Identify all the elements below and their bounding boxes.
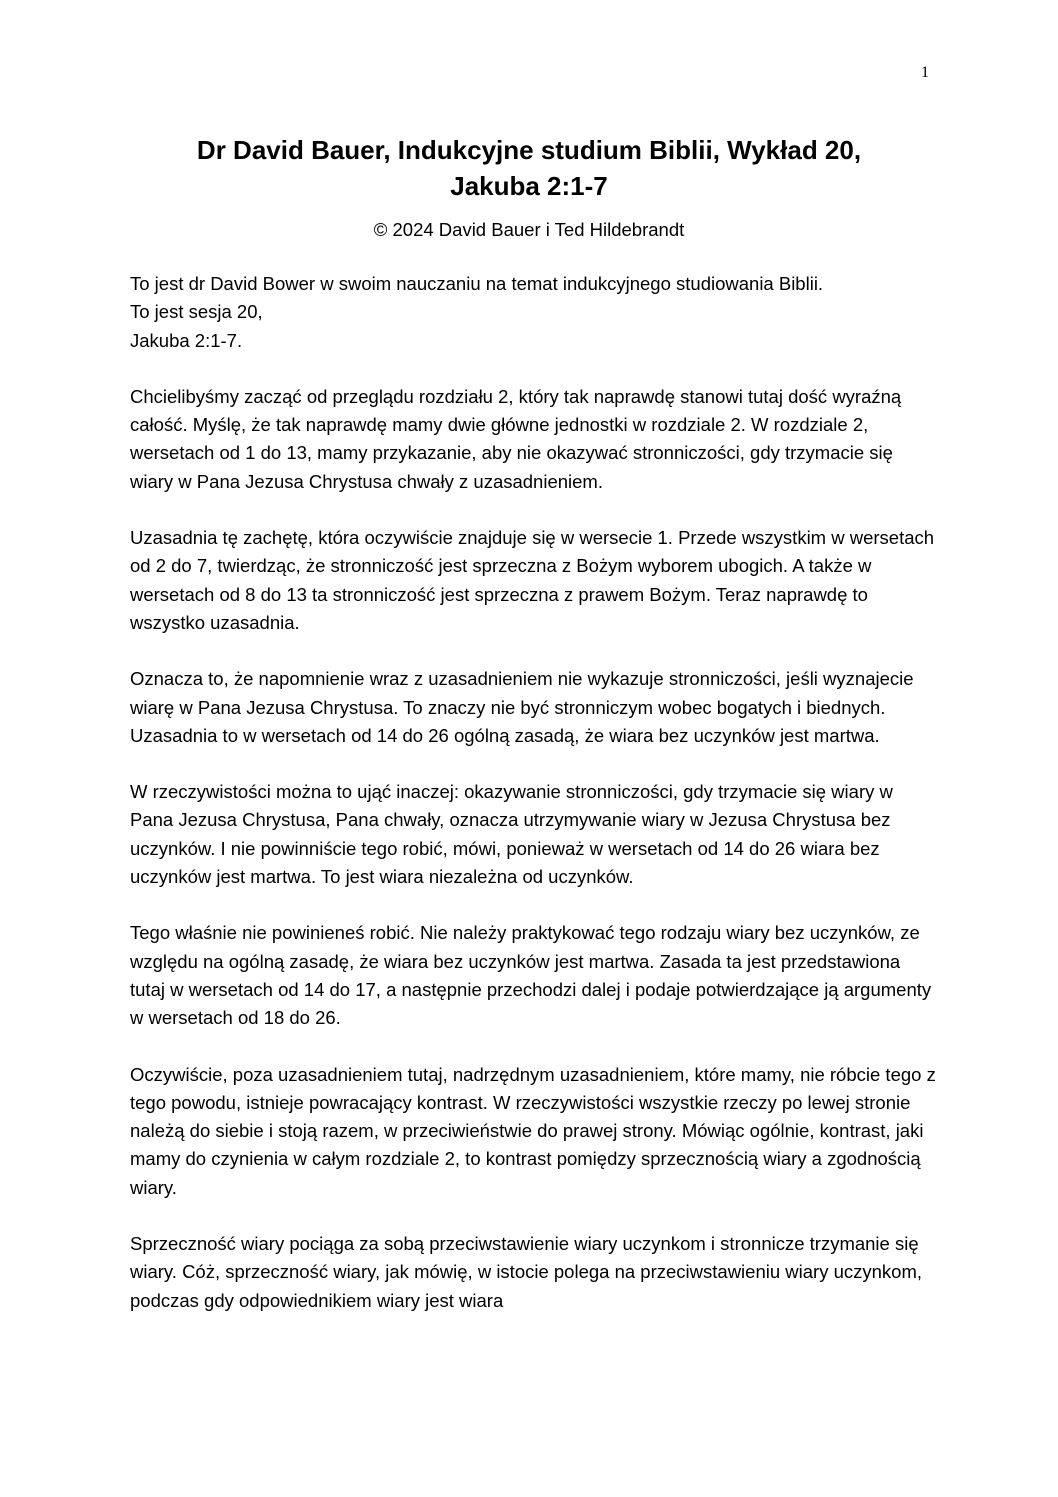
paragraph: Oznacza to, że napomnienie wraz z uzasadnieniem nie wykazuje stronniczości, jeśli wyznajecie wiarę w Pana Jezusa Chrystusa. To znaczy nie być stronniczym wobec bogatych i biednych. Uzasadnia to w wersetach od 14 do 26 ogólną zasadą, że wiara bez uczynków jest martwa. <box>130 668 914 746</box>
title-line-1: Dr David Bauer, Indukcyjne studium Biblii, Wykład 20, <box>196 135 862 165</box>
paragraph: Oczywiście, poza uzasadnieniem tutaj, nadrzędnym uzasadnieniem, które mamy, nie róbcie tego z tego powodu, istnieje powracający kontrast. W rzeczywistości wszystkie rzeczy po lewej stronie należą do siebie i stoją razem, w przeciwieństwie do prawej strony. Mówiąc ogólnie, kontrast, jaki mamy do czynienia w całym rozdziale 2, to kontrast pomiędzy sprzecznością wiary a zgodnością wiary. <box>130 1063 936 1198</box>
paragraph: Uzasadnia tę zachętę, która oczywiście znajduje się w wersecie 1. Przede wszystkim w wersetach od 2 do 7, twierdząc, że stronniczość jest sprzeczna z Bożym wyborem ubogich. A także w wersetach od 8 do 13 ta stronniczość jest sprzeczna z prawem Bożym. Teraz naprawdę to wszystko uzasadnia. <box>130 527 935 633</box>
paragraph: Chcielibyśmy zacząć od przeglądu rozdziału 2, który tak naprawdę stanowi tutaj dość wyraźną całość. Myślę, że tak naprawdę mamy dwie główne jednostki w rozdziale 2. W rozdziale 2, wersetach od 1 do 13, mamy przykazanie, aby nie okazywać stronniczości, gdy trzymacie się wiary w Pana Jezusa Chrystusa chwały z uzasadnieniem. <box>130 385 902 492</box>
paragraph: Tego właśnie nie powinieneś robić. Nie należy praktykować tego rodzaju wiary bez uczynków, ze względu na ogólną zasadę, że wiara bez uczynków jest martwa. Zasada ta jest przedstawiona tutaj w wersetach od 14 do 17, a następnie przechodzi dalej i podaje potwierdzające ją argumenty w wersetach od 18 do 26. <box>130 922 932 1029</box>
intro-line: To jest dr David Bower w swoim nauczaniu na temat indukcyjnego studiowania Biblii. <box>130 273 824 294</box>
intro-line: To jest sesja 20, <box>130 301 263 323</box>
paragraph: W rzeczywistości można to ująć inaczej: okazywanie stronniczości, gdy trzymacie się wiary w Pana Jezusa Chrystusa, Pana chwały, oznacza utrzymywanie wiary w Jezusa Chrystusa bez uczynków. I nie powinniście tego robić, mówi, ponieważ w wersetach od 14 do 26 wiara bez uczynków jest martwa. To jest wiara niezależna od uczynków. <box>130 781 893 888</box>
page-title <box>100 132 958 204</box>
intro-line: Jakuba 2:1-7. <box>130 329 243 351</box>
intro-block <box>130 270 940 355</box>
paragraph: Sprzeczność wiary pociąga za sobą przeciwstawienie wiary uczynkom i stronnicze trzymanie się wiary. Cóż, sprzeczność wiary, jak mówię, w istocie polega na przeciwstawieniu wiary uczynkom, podczas gdy odpowiednikiem wiary jest wiara <box>130 1233 923 1311</box>
copyright-notice: © 2024 David Bauer i Ted Hildebrandt <box>373 219 685 240</box>
title-line-2: Jakuba 2:1-7 <box>450 171 608 201</box>
document-body <box>130 270 940 1315</box>
page-number: 1 <box>921 64 929 81</box>
